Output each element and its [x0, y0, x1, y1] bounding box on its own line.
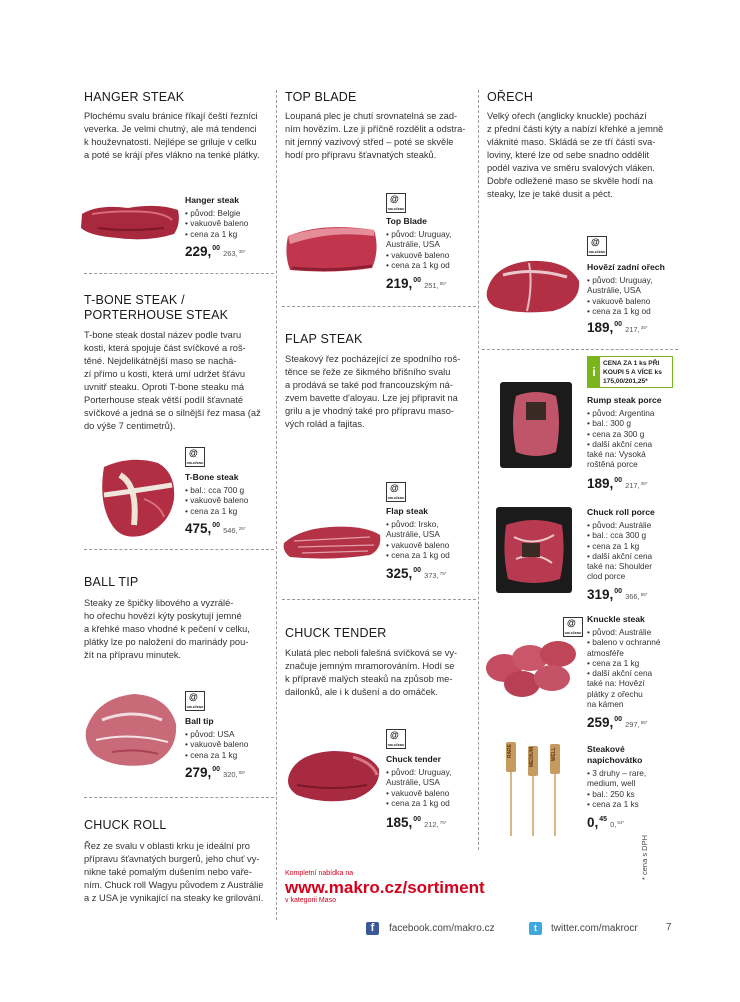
text-line: a prodává se také pod francouzským ná- — [285, 380, 453, 390]
product-name-chuck-tender: Chuck tender — [386, 754, 441, 764]
makro-sortiment-block — [285, 870, 485, 905]
old-price-main: 366, — [625, 592, 640, 601]
detail-line: • vakuově baleno — [386, 539, 450, 550]
product-name-steakove-napichovatko — [587, 744, 642, 766]
promo-line: 175,00/201,25* — [603, 378, 648, 385]
text-line: steaky, lze je také dusit a péct. — [487, 189, 613, 199]
price-decimals: 00 — [413, 277, 422, 284]
old-price-main: 320, — [223, 770, 238, 779]
chuck-roll-porce-package-photo — [496, 507, 572, 593]
text-line: těné. Nejdelikátnější maso se nachá- — [84, 356, 237, 366]
detail-line: • cena za 1 kg — [185, 505, 238, 516]
badge-label: ODLEŽENO — [186, 705, 204, 709]
text-line: Velký ořech (anglicky knuckle) pochází — [487, 111, 647, 121]
detail-line: • cena za 1 kg od — [386, 549, 450, 560]
text-line: přípravu šťavnatých burgerů, jeho chuť vy- — [84, 854, 260, 864]
old-price-decimals: 85* — [640, 720, 648, 725]
orech-description — [487, 110, 673, 201]
price-main: 259, — [587, 715, 614, 730]
column-divider-left — [276, 90, 277, 920]
old-price-decimals: 85* — [238, 770, 246, 775]
price-with-vat — [223, 249, 245, 258]
product-details-hanger-steak — [185, 208, 248, 239]
text-line: ho ořechu hovězí kýty poskytují jemné — [84, 611, 242, 621]
detail-line: na kámen — [587, 699, 624, 710]
aged-beef-badge-icon — [386, 729, 406, 749]
aged-beef-badge-icon — [185, 447, 205, 467]
product-details-ball-tip — [185, 729, 248, 760]
text-line: a křehké maso vhodné k pečení v celku, — [84, 624, 250, 634]
section-title-t-bone-steak — [84, 293, 228, 323]
text-line: veverka. Je velmi chutný, ale má tendenci — [84, 124, 257, 134]
aged-beef-badge-icon — [185, 691, 205, 711]
facebook-link[interactable]: facebook.com/makro.cz — [389, 923, 495, 934]
old-price-decimals: 85* — [640, 592, 648, 597]
price-with-vat — [610, 820, 624, 829]
makro-category-text: v kategorii Maso — [285, 897, 336, 904]
text-line: podél vaziva ve směru svalových vláken. — [487, 163, 655, 173]
detail-line: • vakuově baleno — [386, 787, 450, 798]
t-bone-steak-photo — [94, 455, 180, 543]
chuck-roll-description — [84, 840, 274, 905]
text-line: loviny, které lze od sebe snadno oddělit — [487, 150, 650, 160]
name-line: napichovátko — [587, 755, 643, 765]
product-details-top-blade — [386, 229, 451, 270]
price-main: 189, — [587, 476, 614, 491]
makro-intro-text: Kompletní nabídka na — [285, 870, 354, 877]
detail-line: • vakuově baleno — [185, 218, 249, 229]
product-details-flap-steak — [386, 519, 450, 560]
price-main: 0, — [587, 815, 599, 830]
pick-label: RARE — [507, 744, 513, 759]
old-price-decimals: 85* — [439, 281, 447, 286]
divider-topblade — [282, 306, 476, 307]
detail-line: roštěná porce — [587, 459, 638, 470]
detail-line: • bal.: 250 ks — [587, 788, 635, 799]
badge-symbol: @ — [567, 618, 576, 628]
price-decimals: 00 — [212, 245, 221, 252]
detail-line: Austrálie, USA — [587, 285, 641, 296]
product-name-ball-tip: Ball tip — [185, 716, 214, 726]
pick-stick — [554, 774, 556, 836]
badge-symbol: @ — [189, 448, 198, 458]
badge-label: ODLEŽENO — [387, 207, 405, 211]
detail-line: • vakuově baleno — [185, 495, 249, 506]
price-flap-steak — [386, 566, 446, 581]
detail-line: • cena za 1 kg — [185, 228, 238, 239]
pick-stick — [510, 772, 512, 836]
product-details-chuck-roll-porce — [587, 520, 652, 582]
price-hanger-steak — [185, 244, 245, 259]
page-number: 7 — [666, 922, 672, 933]
price-main: 279, — [185, 765, 212, 780]
price-decimals: 00 — [212, 766, 221, 773]
old-price-main: 373, — [424, 571, 439, 580]
detail-line: • původ: Uruguay, — [386, 767, 452, 777]
detail-line: • cena za 1 kg od — [386, 797, 450, 808]
old-price-main: 297, — [625, 720, 640, 729]
detail-line: medium, well — [587, 778, 636, 789]
price-with-vat — [223, 770, 245, 779]
product-details-rump-steak-porce — [587, 408, 655, 470]
detail-line: • 3 druhy – rare, — [587, 768, 647, 778]
price-main: 189, — [587, 320, 614, 335]
product-details-hovezi-zadni-orech — [587, 275, 652, 316]
price-knuckle-steak — [587, 715, 647, 730]
detail-line: • původ: USA — [185, 729, 235, 739]
old-price-main: 212, — [424, 820, 439, 829]
detail-line: • původ: Irsko, — [386, 519, 439, 529]
title-line: PORTERHOUSE STEAK — [84, 308, 229, 322]
old-price-main: 546, — [223, 526, 238, 535]
price-with-vat — [424, 281, 446, 290]
badge-symbol: @ — [390, 730, 399, 740]
detail-line: • cena za 1 kg od — [386, 259, 450, 270]
product-details-t-bone-steak — [185, 485, 248, 516]
text-line: Steaky ze špičky libového a vyzrálé- — [84, 598, 234, 608]
flap-steak-photo — [280, 515, 384, 563]
old-price-main: 251, — [424, 281, 439, 290]
hovezi-zadni-orech-photo — [483, 255, 583, 315]
old-price-main: 217, — [625, 481, 640, 490]
text-line: dailonků, ale i k dušení a do omáček. — [285, 687, 438, 697]
product-name-chuck-roll-porce: Chuck roll porce — [587, 507, 655, 517]
text-line: značuje jemným mramorováním. Hodí se — [285, 661, 455, 671]
text-line: ním hovězím. Lze ji příčně rozdělit a odstra- — [285, 124, 466, 134]
detail-line: • vakuově baleno — [587, 295, 651, 306]
detail-line: • původ: Austrálie — [587, 627, 652, 637]
text-line: hodí pro přípravu šťavnatých steaků. — [285, 150, 437, 160]
price-decimals: 00 — [614, 321, 623, 328]
rump-steak-package-photo — [500, 382, 572, 468]
detail-line: Austrálie, USA — [386, 239, 440, 250]
detail-line: • bal.: cca 300 g — [587, 530, 647, 541]
badge-symbol: @ — [189, 692, 198, 702]
price-decimals: 00 — [413, 567, 422, 574]
badge-label: ODLEŽENO — [387, 496, 405, 500]
old-price-decimals: 25* — [238, 526, 246, 531]
twitter-icon[interactable]: t — [529, 922, 542, 935]
product-name-rump-steak-porce: Rump steak porce — [587, 395, 662, 405]
text-line: Steakový řez pocházející ze spodního roš- — [285, 354, 461, 364]
old-price-main: 0, — [610, 820, 617, 829]
price-decimals: 00 — [614, 477, 623, 484]
pick-label: MEDIUM — [529, 747, 535, 768]
makro-sortiment-link[interactable]: www.makro.cz/sortiment — [285, 878, 485, 897]
price-main: 319, — [587, 587, 614, 602]
divider-flap — [282, 599, 476, 600]
text-line: do výše 7 centimetrů). — [84, 421, 176, 431]
detail-line: atmosféře — [587, 647, 624, 658]
price-decimals: 00 — [413, 816, 422, 823]
text-line: kosti, která spojuje část svíčkové a roš- — [84, 343, 246, 353]
promo-line: KOUPI 5 A VÍCE ks — [603, 369, 662, 376]
text-line: Plochému svalu bránice říkají čeští řezníci — [84, 111, 258, 121]
text-line: plátky lze po naložení do marinády pou- — [84, 637, 249, 647]
badge-symbol: @ — [591, 237, 600, 247]
divider-orech — [482, 349, 678, 350]
price-main: 325, — [386, 566, 413, 581]
text-line: nikne také pomalým dušením nebo vaře- — [84, 867, 252, 877]
price-with-vat — [625, 481, 647, 490]
detail-line: • původ: Uruguay, — [386, 229, 452, 239]
column-divider-right — [478, 90, 479, 850]
price-with-vat — [424, 571, 446, 580]
price-decimals: 00 — [614, 716, 623, 723]
text-line: svíčkové a jedná se o silnější řez masa (až — [84, 408, 261, 418]
pick-well — [550, 744, 560, 774]
pick-label: WELL — [551, 747, 557, 762]
hanger-steak-photo — [78, 200, 182, 244]
detail-line: Austrálie, USA — [386, 529, 440, 540]
top-blade-description — [285, 110, 475, 162]
price-decimals: 00 — [614, 588, 623, 595]
section-title-chuck-tender: CHUCK TENDER — [285, 626, 387, 640]
detail-line: také na: Hovězí — [587, 678, 645, 689]
aged-beef-badge-icon — [386, 482, 406, 502]
detail-line: Austrálie, USA — [386, 777, 440, 788]
old-price-decimals: 35* — [238, 249, 246, 254]
pick-stick — [532, 776, 534, 836]
detail-line: • bal.: cca 700 g — [185, 485, 245, 495]
chuck-tender-photo — [283, 745, 383, 805]
section-title-flap-steak: FLAP STEAK — [285, 332, 363, 346]
text-line: k houževnatosti. Nejlépe se griluje v celku — [84, 137, 257, 147]
old-price-decimals: 54* — [617, 820, 625, 825]
section-title-chuck-roll: CHUCK ROLL — [84, 818, 167, 832]
detail-line: • další akční cena — [587, 438, 653, 449]
price-with-vat — [625, 720, 647, 729]
ball-tip-photo — [82, 690, 180, 770]
detail-line: • původ: Belgie — [185, 208, 241, 218]
pick-rare — [506, 742, 516, 772]
price-main: 475, — [185, 521, 212, 536]
product-details-knuckle-steak — [587, 627, 660, 709]
chuck-tender-description — [285, 647, 475, 699]
promo-info-box — [587, 356, 673, 388]
detail-line: • původ: Austrálie — [587, 520, 652, 530]
text-line: uvnitř steaku. Oproti T-bone steaku má — [84, 382, 245, 392]
text-line: zvem bavette d'aloyau. Lze jej připravit na — [285, 393, 458, 403]
price-hovezi-zadni-orech — [587, 320, 647, 335]
old-price-decimals: 75* — [439, 571, 447, 576]
old-price-decimals: 35* — [640, 325, 648, 330]
section-title-orech: OŘECH — [487, 90, 534, 104]
price-main: 219, — [386, 276, 413, 291]
price-with-vat — [625, 325, 647, 334]
title-line: T-BONE STEAK / — [84, 293, 185, 307]
text-line: Porterhouse steak větší podíl šťavnaté — [84, 395, 244, 405]
text-line: vých rolád a fajitas. — [285, 419, 365, 429]
chuck-roll-porce-meat — [496, 507, 572, 593]
price-main: 229, — [185, 244, 212, 259]
product-details-steakove-napichovatko — [587, 768, 646, 809]
text-line: nit jemný vazivový střed – poté se skvěle — [285, 137, 454, 147]
price-with-vat — [625, 592, 647, 601]
facebook-icon[interactable]: f — [366, 922, 379, 935]
detail-line: také na: Shoulder — [587, 561, 653, 572]
text-line: Dobře odležené maso se skvěle hodí na — [487, 176, 653, 186]
old-price-decimals: 35* — [640, 481, 648, 486]
detail-line: • cena za 1 kg — [587, 540, 640, 551]
knuckle-steak-photo — [482, 632, 582, 702]
text-line: zí přímo u kosti, která umí udržet šťávu — [84, 369, 246, 379]
product-name-knuckle-steak: Knuckle steak — [587, 614, 645, 624]
promo-text — [603, 359, 662, 386]
badge-label: ODLEŽENO — [564, 631, 582, 635]
text-line: z přední části kýty a nabízí křehké a jemně — [487, 124, 664, 134]
detail-line: • cena za 1 kg — [185, 749, 238, 760]
detail-line: • původ: Uruguay, — [587, 275, 653, 285]
text-line: žít na přípravu minutek. — [84, 650, 182, 660]
divider-balltip — [84, 797, 274, 798]
product-name-hanger-steak: Hanger steak — [185, 195, 239, 205]
top-blade-photo — [282, 220, 382, 276]
product-details-chuck-tender — [386, 767, 451, 808]
text-line: Řez ze svalu v oblasti krku je ideální pro — [84, 841, 250, 851]
text-line: k přípravě malých steaků na způsob me- — [285, 674, 453, 684]
vat-note: * cena s DPH — [640, 834, 649, 880]
price-with-vat — [223, 526, 245, 535]
divider-hanger — [84, 273, 274, 274]
text-line: T-bone steak dostal název podle tvaru — [84, 330, 242, 340]
product-name-t-bone-steak: T-Bone steak — [185, 472, 239, 482]
text-line: a z USA je vynikající na steaky ke grilování. — [84, 893, 264, 903]
name-line: Steakové — [587, 744, 625, 754]
detail-line: • cena za 1 kg — [587, 657, 640, 668]
old-price-main: 263, — [223, 249, 238, 258]
text-line: grilu a je vhodný také pro přípravu maso- — [285, 406, 454, 416]
detail-line: • cena za 1 kg od — [587, 305, 651, 316]
section-title-ball-tip: BALL TIP — [84, 575, 139, 589]
price-chuck-roll-porce — [587, 587, 647, 602]
text-line: a poté se krájí přes vlákno na tenké plátky. — [84, 150, 260, 160]
price-t-bone-steak — [185, 521, 245, 536]
rump-steak-meat — [500, 382, 572, 468]
ball-tip-description — [84, 597, 274, 662]
product-name-flap-steak: Flap steak — [386, 506, 429, 516]
detail-line: plátky z ořechu — [587, 688, 643, 699]
price-top-blade — [386, 276, 446, 291]
product-name-hovezi-zadni-orech: Hovězí zadní ořech — [587, 262, 665, 272]
badge-symbol: @ — [390, 194, 399, 204]
t-bone-description — [84, 329, 274, 433]
detail-line: také na: Vysoká — [587, 449, 646, 460]
old-price-decimals: 75* — [439, 820, 447, 825]
old-price-main: 217, — [625, 325, 640, 334]
badge-label: ODLEŽENO — [387, 743, 405, 747]
detail-line: • vakuově baleno — [386, 249, 450, 260]
aged-beef-badge-icon — [587, 236, 607, 256]
section-title-top-blade: TOP BLADE — [285, 90, 357, 104]
price-main: 185, — [386, 815, 413, 830]
price-decimals: 00 — [212, 522, 221, 529]
detail-line: • cena za 1 ks — [587, 798, 639, 809]
product-name-top-blade: Top Blade — [386, 216, 427, 226]
price-steakove-napichovatko — [587, 815, 624, 830]
detail-line: • vakuově baleno — [185, 739, 249, 750]
badge-label: ODLEŽENO — [186, 461, 204, 465]
price-decimals: 45 — [599, 816, 608, 823]
detail-line: clod porce — [587, 571, 626, 582]
text-line: vláknité maso. Skládá se ze tří částí sva- — [487, 137, 656, 147]
price-with-vat — [424, 820, 446, 829]
text-line: těnce se řeže ze šikmého břišního svalu — [285, 367, 451, 377]
aged-beef-badge-icon — [386, 193, 406, 213]
detail-line: • baleno v ochranné — [587, 637, 661, 648]
price-chuck-tender — [386, 815, 446, 830]
twitter-link[interactable]: twitter.com/makrocr — [551, 923, 638, 934]
text-line: Loupaná plec je chutí srovnatelná se zad- — [285, 111, 458, 121]
steak-picks-photo — [500, 742, 568, 838]
detail-line: • další akční cena — [587, 668, 653, 679]
info-icon: i — [588, 357, 600, 387]
flap-steak-description — [285, 353, 475, 431]
text-line: ním. Chuck roll Wagyu původem z Austrálie — [84, 880, 264, 890]
detail-line: • bal.: 300 g — [587, 418, 631, 429]
promo-line: CENA ZA 1 ks PŘI — [603, 360, 660, 367]
pick-medium — [528, 746, 538, 776]
hanger-steak-description — [84, 110, 274, 162]
detail-line: • cena za 300 g — [587, 428, 645, 439]
text-line: Kulatá plec neboli falešná svíčková se vy- — [285, 648, 458, 658]
badge-label: ODLEŽENO — [588, 250, 606, 254]
section-title-hanger-steak: HANGER STEAK — [84, 90, 185, 104]
price-ball-tip — [185, 765, 245, 780]
divider-tbone — [84, 549, 274, 550]
detail-line: • původ: Argentina — [587, 408, 655, 418]
price-rump-steak-porce — [587, 476, 647, 491]
detail-line: • další akční cena — [587, 550, 653, 561]
badge-symbol: @ — [390, 483, 399, 493]
